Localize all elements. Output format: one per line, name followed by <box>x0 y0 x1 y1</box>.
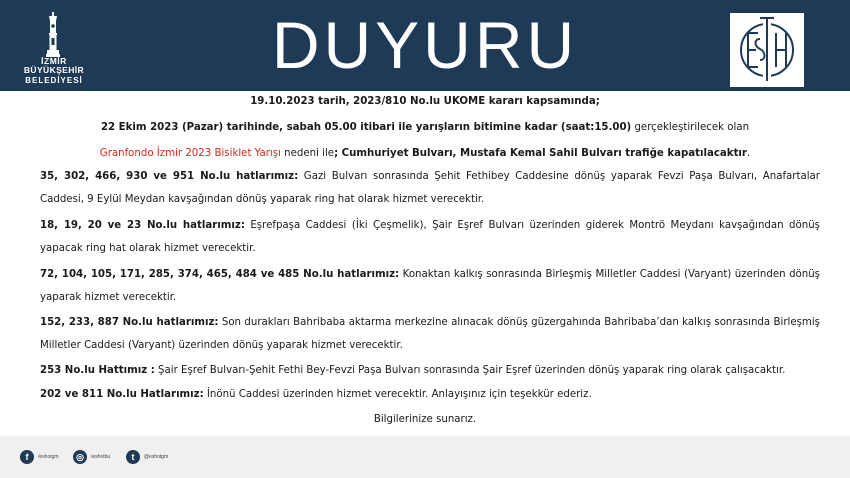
instagram-icon: ◎ <box>73 450 87 464</box>
date-time-line: 22 Ekim 2023 (Pazar) tarihinde, sabah 05.00 itibari ile yarışların bitimine kadar (saat:15.00) gerçekleştirilecek olan <box>100 122 750 133</box>
header-banner <box>0 0 850 91</box>
instagram-handle: /eshotbu <box>91 454 111 460</box>
social-footer <box>0 436 850 478</box>
twitter-icon: t <box>126 450 140 464</box>
page-title: DUYURU <box>271 8 579 82</box>
route-item-5: 253 No.lu Hattımız : Şair Eşref Bulvarı-Şehit Fethi Bey-Fevzi Paşa Bulvarı sonrasında Şair Eşref üzerinden dönüş yaparak ring olarak çalışacaktır. <box>40 365 786 376</box>
route-item-1: 35, 302, 466, 930 ve 951 No.lu hatlarımız: Gazi Bulvarı sonrasında Şehit Fethibey Caddesine dönüş yaparak Fevzi Paşa Bulvarı, Anafartalar Caddesi, 9 Eylül Meydan kavşağından dönüş yaparak ring hat olarak hizmet verecektir. <box>40 171 820 205</box>
ukome-decision-line: 19.10.2023 tarih, 2023/810 No.lu UKOME kararı kapsamında; <box>250 96 600 107</box>
facebook-handle: /eshotgm <box>38 454 59 460</box>
announcement-body <box>0 91 850 436</box>
race-name: Granfondo İzmir 2023 Bisiklet Yarışı <box>99 148 281 159</box>
eshot-monogram-icon <box>730 13 804 87</box>
route-item-4: 152, 233, 887 No.lu hatlarımız: Son durakları Bahribaba aktarma merkezine alınacak dönüş güzergahında Bahribaba’dan kalkış sonrasında Birleşmiş Milletler Caddesi (Varyant) üzerinden dönüş yaparak hizmet verecektir. <box>40 317 820 351</box>
logo-text-belediyesi: BELEDİYESİ <box>25 76 83 85</box>
eshot-logo <box>730 13 804 87</box>
facebook-link[interactable] <box>20 444 59 470</box>
closing-line: Bilgilerinize sunarız. <box>373 414 477 425</box>
route-item-3: 72, 104, 105, 171, 285, 374, 465, 484 ve 485 No.lu hatlarımız: Konaktan kalkış sonrasında Birleşmiş Milletler Caddesi (Varyant) üzerinden dönüş yaparak hizmet verecektir. <box>40 269 820 303</box>
route-item-6: 202 ve 811 No.lu Hatlarımız: İnönü Caddesi üzerinden hizmet verecektir. Anlayışınız için teşekkür ederiz. <box>40 389 592 400</box>
logo-text-buyuksehir: BÜYÜKŞEHİR <box>23 65 85 75</box>
facebook-icon: f <box>20 450 34 464</box>
twitter-link[interactable] <box>126 444 168 470</box>
instagram-link[interactable] <box>73 444 110 470</box>
twitter-handle: @eshotgm <box>144 454 169 460</box>
closure-reason-line: Granfondo İzmir 2023 Bisiklet Yarışı nedeni ile; Cumhuriyet Bulvarı, Mustafa Kemal Sahil Bulvarı trafiğe kapatılacaktır. <box>99 148 751 159</box>
route-item-2: 18, 19, 20 ve 23 No.lu hatlarımız: Eşrefpaşa Caddesi (İki Çeşmelik), Şair Eşref Bulvarı üzerinden giderek Montrö Meydanı kavşağından dönüş yapacak ring hat olarak hizmet verecektir. <box>40 220 820 254</box>
logo-text-izmir: İZMİR <box>41 56 67 66</box>
